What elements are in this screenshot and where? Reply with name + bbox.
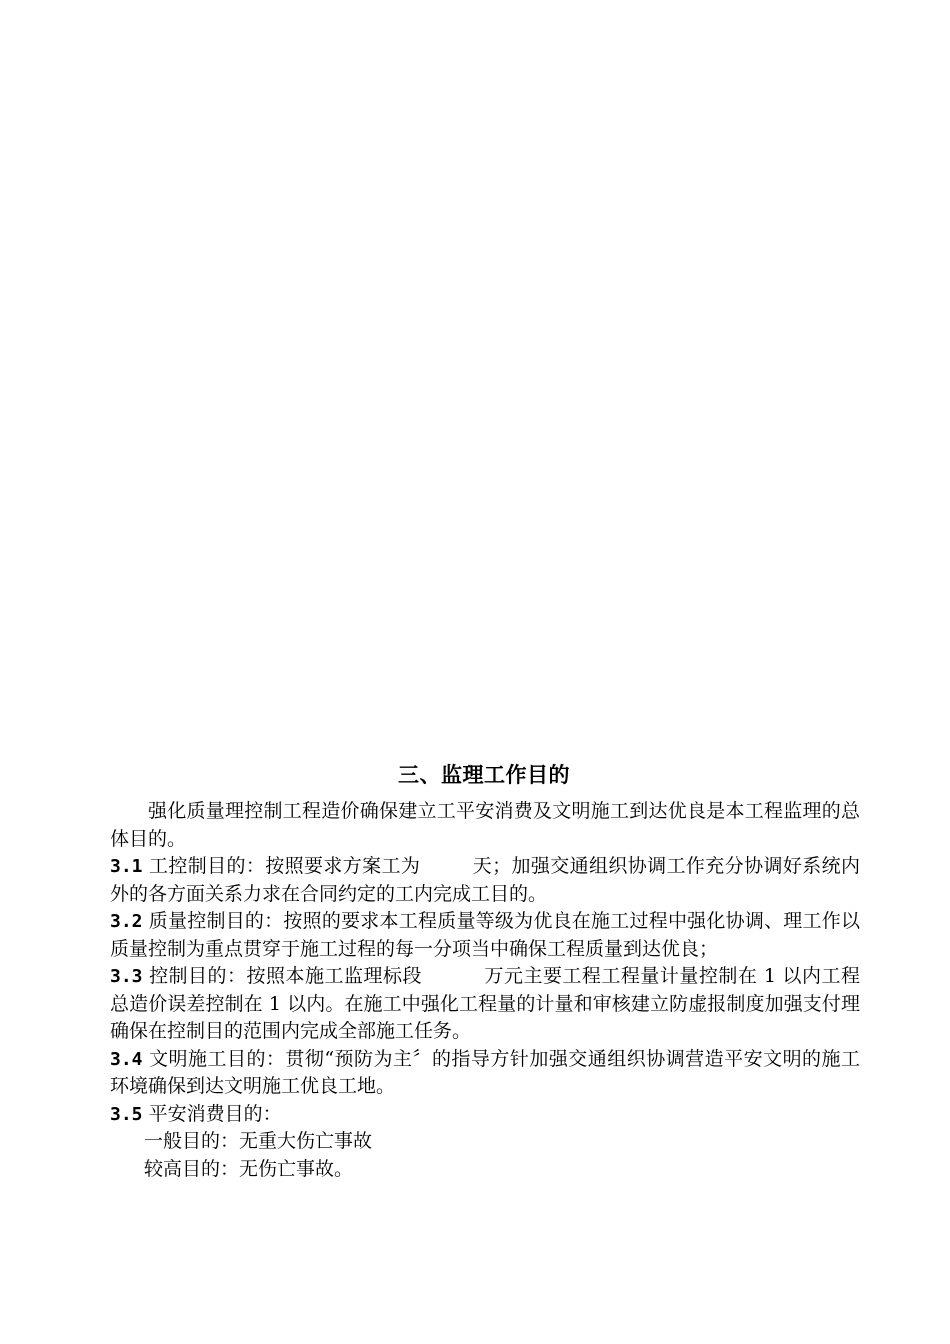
item-text: 质量控制目的：按照的要求本工程质量等级为优良在施工过程中强化协调、理工作以质量控制为重点贯穿于施工过程的每一分项当中确保工程质量到达优良；	[110, 910, 860, 960]
item-text-part-1: 工控制目的：按照要求方案工为	[148, 855, 421, 877]
item-number: 3.2	[110, 911, 143, 932]
item-3-2	[110, 908, 860, 963]
item-3-4	[110, 1046, 860, 1101]
safety-goal-general: 一般目的：无重大伤亡事故	[144, 1130, 373, 1152]
item-number: 3.3	[110, 966, 143, 987]
intro-paragraph: 强化质量理控制工程造价确保建立工平安消费及文明施工到达优良是本工程监理的总体目的。	[110, 800, 860, 850]
item-number: 3.4	[110, 1048, 143, 1070]
item-text-part-1: 控制目的：按照本施工监理标段	[149, 965, 422, 987]
item-3-1	[110, 853, 860, 908]
safety-goal-higher: 较高目的：无伤亡事故。	[144, 1157, 354, 1180]
item-3-5	[110, 1101, 860, 1129]
item-text-part-2: 万元主要工程工程量计量控制在 1 以内工程总造价误差控制在 1 以内。在施工中强化工程量的计量和审核建立防虚报制度加强支付理确保在控制目的范围内完成全部施工任务。	[110, 965, 860, 1042]
item-text: 文明施工目的：贯彻“预防为主〞的指导方针加强交通组织协调营造平安文明的施工环境确保到达文明施工优良工地。	[110, 1047, 861, 1097]
item-number: 3.5	[110, 1103, 143, 1125]
item-number: 3.1	[110, 856, 143, 877]
section-body	[110, 798, 860, 1183]
item-text-part-2: 天；加强交通组织协调工作充分协调好系统内外的各方面关系力求在合同约定的工内完成工目的。	[110, 855, 860, 905]
section-title: 三、监理工作目的	[398, 763, 570, 787]
item-3-3	[110, 963, 860, 1046]
item-text: 平安消费目的：	[148, 1102, 282, 1125]
